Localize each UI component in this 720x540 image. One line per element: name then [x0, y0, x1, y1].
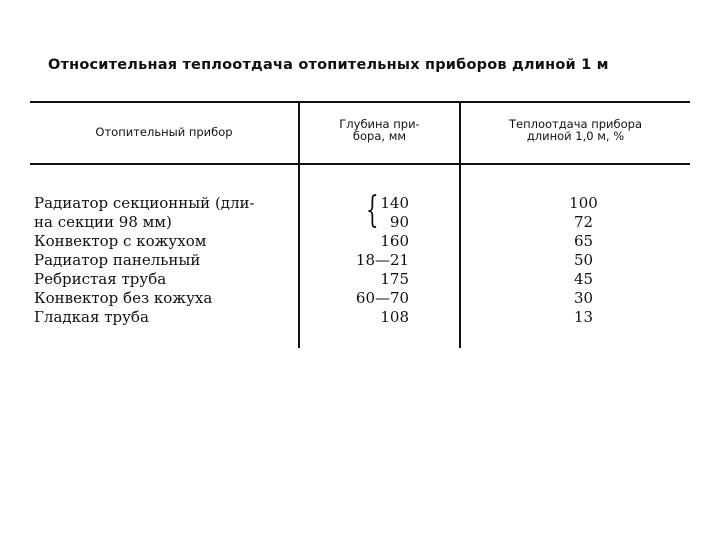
device-line: Ребристая труба — [34, 270, 167, 288]
heat-value: 45 — [573, 270, 594, 288]
header-depth — [300, 118, 459, 142]
header-heat — [461, 118, 690, 142]
header-depth-line2: бора, мм — [352, 129, 407, 143]
depth-value: 108 — [380, 308, 409, 326]
depth-value: 18—21 — [355, 251, 410, 269]
header-rule — [30, 163, 690, 165]
heat-value: 30 — [573, 289, 594, 307]
heat-value: 13 — [573, 308, 594, 326]
depth-column — [300, 190, 459, 327]
device-line: Конвектор без кожуха — [34, 289, 213, 307]
device-line: на секции 98 мм) — [34, 213, 172, 231]
device-column — [34, 194, 296, 327]
top-rule — [30, 101, 690, 103]
device-line: Конвектор с кожухом — [34, 232, 207, 250]
brace-symbol: { — [366, 190, 379, 231]
heat-value: 65 — [573, 232, 594, 250]
device-line: Радиатор панельный — [34, 251, 201, 269]
header-heat-line2: длиной 1,0 м, % — [526, 129, 625, 143]
depth-value: 140 — [380, 194, 409, 212]
header-device — [30, 126, 298, 138]
depth-value: 175 — [380, 270, 409, 288]
table-title: Относительная теплоотдача отопительных приборов длиной 1 м — [48, 57, 609, 73]
device-line: Радиатор секционный (дли- — [34, 194, 255, 212]
device-line: Гладкая труба — [34, 308, 149, 326]
heat-value: 50 — [573, 251, 594, 269]
heat-value: 100 — [569, 194, 598, 212]
depth-value: 160 — [380, 232, 409, 250]
heat-column — [461, 194, 690, 327]
header-heat-line1: Теплоотдача прибора — [508, 117, 642, 131]
depth-value: 60—70 — [355, 289, 410, 307]
header-depth-line1: Глубина при- — [339, 117, 420, 131]
heat-value: 72 — [573, 213, 594, 231]
depth-value: 90 — [389, 213, 409, 231]
header-device-text: Отопительный прибор — [95, 125, 233, 139]
